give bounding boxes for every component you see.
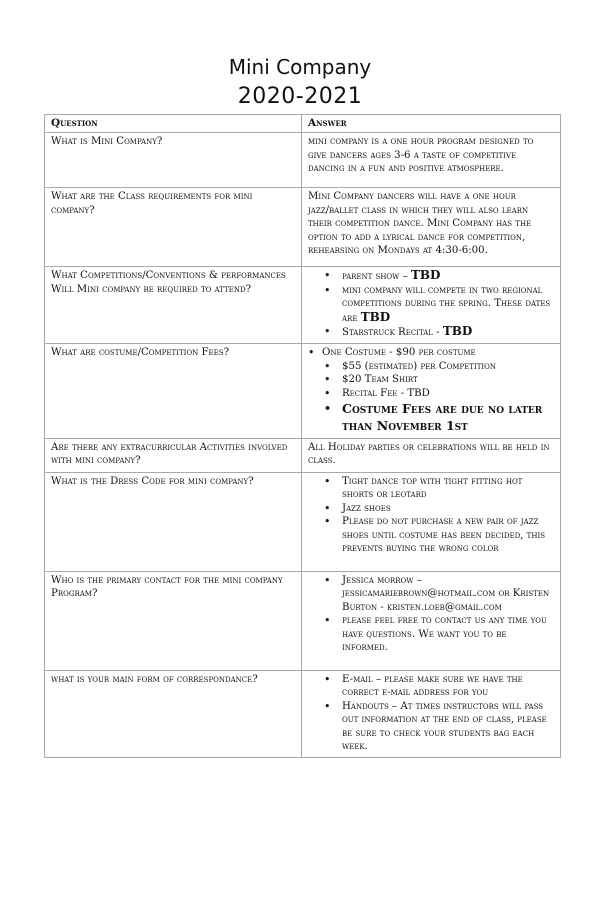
list-item: • please feel free to contact us any time you have questions. We want you to be informed. <box>308 614 554 654</box>
list-item: • Jazz shoes <box>308 502 554 515</box>
list-item: • One Costume - $90 per costume <box>308 346 554 359</box>
list-item: • Recital Fee - TBD <box>308 387 554 400</box>
fee-deadline-notice: • Costume Fees are due no later than November 1st <box>308 400 554 434</box>
table-row <box>45 439 561 473</box>
answer-cell <box>302 344 561 439</box>
list-item: • Please do not purchase a new pair of jazz shoes until costume has been decided, this prevents buying the wrong color <box>308 515 554 555</box>
table-row <box>45 188 561 267</box>
column-header-question: Question <box>45 115 302 133</box>
table-row <box>45 472 561 571</box>
answer-cell: All Holiday parties or celebrations will be held in class. <box>302 439 561 473</box>
list-item: • $55 (estimated) per Competition <box>308 360 554 373</box>
list-item: • Starstruck Recital - TBD <box>308 325 554 339</box>
table-row <box>45 133 561 188</box>
list-item: • Handouts – At times instructors will pass out information at the end of class, please be sure to check your students bag each week. <box>308 700 554 754</box>
tbd-label: TBD <box>360 309 391 324</box>
list-item: • mini company will compete in two regional competitions during the spring. These dates are TBD <box>308 284 554 325</box>
tbd-label: TBD <box>410 268 441 283</box>
table-row <box>45 344 561 439</box>
table-row <box>45 670 561 757</box>
list-item: • E-mail – please make sure we have the correct e-mail address for you <box>308 673 554 700</box>
list-item: • parent show – TBD <box>308 269 554 283</box>
question-cell: What is the Dress Code for mini company? <box>45 472 302 571</box>
question-cell: Who is the primary contact for the mini company Program? <box>45 571 302 670</box>
question-cell: Are there any extracurricular Activities involved with mini company? <box>45 439 302 473</box>
answer-cell: Mini Company dancers will have a one hour jazz/ballet class in which they will also learn their competition dance. Mini Company has the option to add a lyrical dance for competition, rehearsing on Mondays at 4:30-6:00. <box>302 188 561 267</box>
table-row <box>45 267 561 344</box>
answer-cell <box>302 670 561 757</box>
faq-table <box>44 114 561 758</box>
list-item: • Jessica morrow – jessicamariebrown@hotmail.com or Kristen Burton - kristen.loeb@gmail.com <box>308 574 554 614</box>
list-item: • $20 Team Shirt <box>308 373 554 386</box>
question-cell: What are the Class requirements for mini company? <box>45 188 302 267</box>
question-cell: What are costume/Competition Fees? <box>45 344 302 439</box>
table-row <box>45 571 561 670</box>
answer-cell: mini company is a one hour program designed to give dancers ages 3-6 a taste of competitive dancing in a fun and positive atmosphere. <box>302 133 561 188</box>
tbd-label: TBD <box>442 324 473 339</box>
question-cell: what is your main form of correspondance? <box>45 670 302 757</box>
document-year: 2020-2021 <box>237 84 363 109</box>
answer-cell <box>302 472 561 571</box>
document-title: Mini Company <box>228 55 372 79</box>
list-item: • Tight dance top with tight fitting hot shorts or leotard <box>308 475 554 502</box>
question-cell: What is Mini Company? <box>45 133 302 188</box>
answer-cell <box>302 571 561 670</box>
table-header-row <box>45 115 561 133</box>
question-cell: What Competitions/Conventions & performances Will Mini company be required to attend? <box>45 267 302 344</box>
answer-cell <box>302 267 561 344</box>
column-header-answer: Answer <box>302 115 561 133</box>
